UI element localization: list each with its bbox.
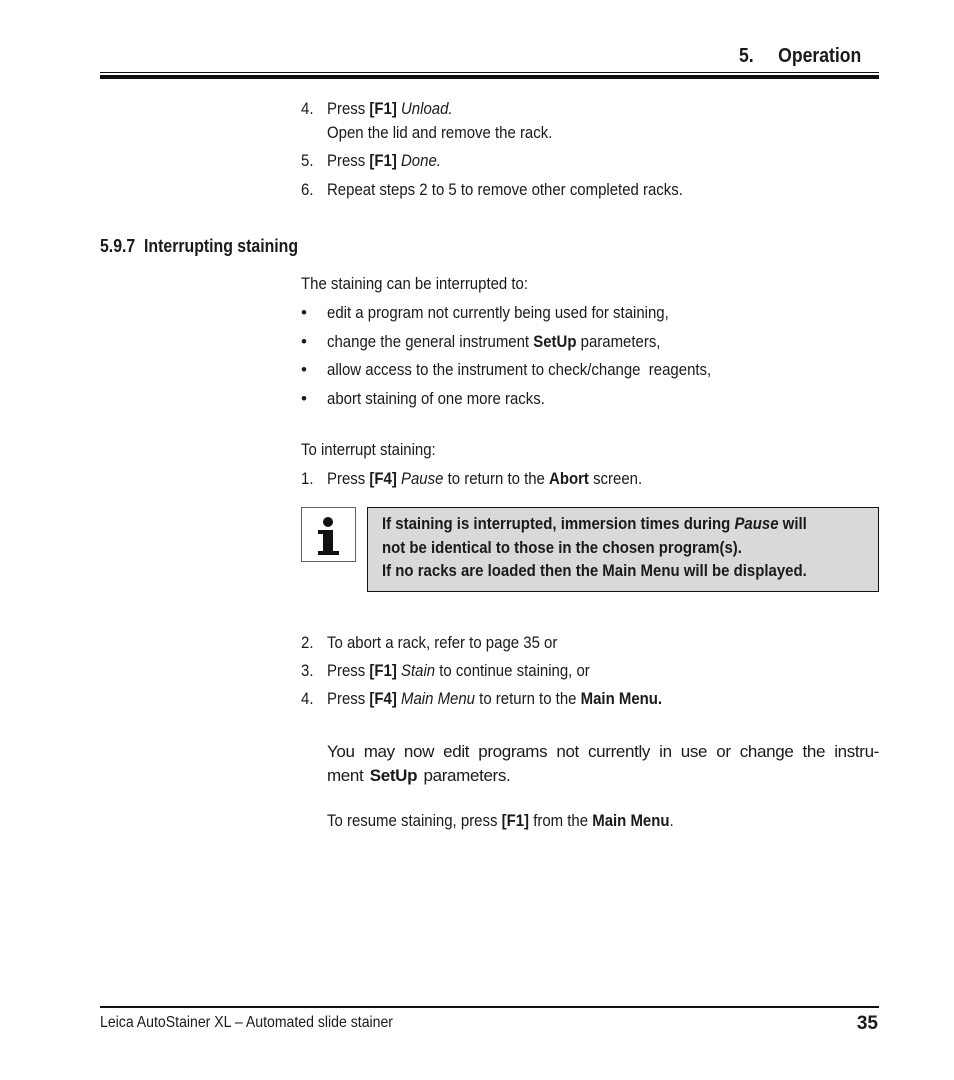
step-4-bottom: 4. Press [F4] Main Menu to return to the Main Menu.: [301, 689, 663, 708]
page-number: 35: [856, 1013, 878, 1034]
note-line-2: not be identical to those in the chosen program(s).: [382, 538, 742, 557]
step-2: 2. To abort a rack, refer to page 35 or: [301, 633, 558, 652]
bullet-symbol: •: [301, 303, 307, 322]
step-1: 1. Press [F4] Pause to return to the Abort screen.: [301, 469, 643, 488]
step-6-top: 6. Repeat steps 2 to 5 to remove other completed racks.: [301, 180, 683, 199]
bullet-item: • abort staining of one more racks.: [301, 389, 545, 408]
header-rule-thin: [100, 72, 879, 73]
bullet-item: • edit a program not currently being used for staining,: [301, 303, 669, 322]
edit-programs-paragraph: You may now edit programs not currently in use or change the instru-ment SetUp parameters.: [327, 742, 879, 785]
header-rule-thick: [100, 75, 879, 79]
note-box: [367, 507, 879, 592]
bullet-symbol: •: [301, 332, 307, 351]
info-icon: [301, 507, 356, 562]
footer-rule: [100, 1006, 879, 1008]
note-line-3: If no racks are loaded then the Main Menu will be displayed.: [382, 561, 807, 580]
step-5-top: 5. Press [F1] Done.: [301, 151, 441, 170]
footer-title: Leica AutoStainer XL – Automated slide stainer: [100, 1014, 393, 1031]
to-interrupt-label: To interrupt staining:: [301, 440, 436, 459]
chapter-heading: 5. Operation: [739, 45, 862, 67]
bullet-symbol: •: [301, 389, 307, 408]
bullet-symbol: •: [301, 360, 307, 379]
bullet-item: • allow access to the instrument to check/change reagents,: [301, 360, 712, 379]
step-4-top: 4. Press [F1] Unload.: [301, 99, 453, 118]
intro-text: The staining can be interrupted to:: [301, 274, 529, 293]
bullet-item: • change the general instrument SetUp parameters,: [301, 332, 661, 351]
note-line-1: If staining is interrupted, immersion times during Pause will: [382, 514, 807, 533]
step-3: 3. Press [F1] Stain to continue staining, or: [301, 661, 590, 680]
section-title: 5.9.7 Interrupting staining: [100, 236, 299, 256]
resume-paragraph: To resume staining, press [F1] from the Main Menu.: [327, 811, 674, 830]
step-4-continuation: Open the lid and remove the rack.: [327, 123, 553, 142]
